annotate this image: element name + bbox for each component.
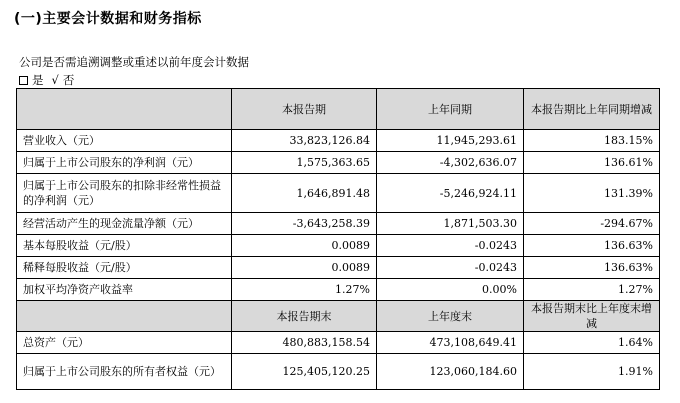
row-label: 营业收入（元） — [17, 130, 232, 152]
balance-header-cell: 上年度末 — [377, 301, 524, 332]
table-row — [17, 279, 660, 301]
period-header-cell: 本报告期比上年同期增减 — [524, 89, 660, 130]
table-row — [17, 152, 660, 174]
value-cell: -4,302,636.07 — [377, 152, 524, 174]
balance-header-cell: 本报告期末 — [232, 301, 377, 332]
value-cell: 0.0089 — [232, 257, 377, 279]
table-row — [17, 213, 660, 235]
row-label: 归属于上市公司股东的净利润（元） — [17, 152, 232, 174]
value-cell: 1.91% — [524, 354, 660, 390]
yes-checkbox — [19, 76, 28, 85]
value-cell: 183.15% — [524, 130, 660, 152]
value-cell: 1.27% — [232, 279, 377, 301]
value-cell: 136.61% — [524, 152, 660, 174]
row-label: 经营活动产生的现金流量净额（元） — [17, 213, 232, 235]
value-cell: 125,405,120.25 — [232, 354, 377, 390]
value-cell: 1,871,503.30 — [377, 213, 524, 235]
value-cell: 1.27% — [524, 279, 660, 301]
table-row — [17, 130, 660, 152]
no-label: 否 — [62, 73, 75, 87]
table-row — [17, 332, 660, 354]
row-label: 稀释每股收益（元/股） — [17, 257, 232, 279]
row-label: 基本每股收益（元/股） — [17, 235, 232, 257]
value-cell: 0.00% — [377, 279, 524, 301]
restatement-question: 公司是否需追溯调整或重述以前年度会计数据 — [19, 55, 249, 69]
value-cell: 33,823,126.84 — [232, 130, 377, 152]
value-cell: 0.0089 — [232, 235, 377, 257]
value-cell: 11,945,293.61 — [377, 130, 524, 152]
value-cell: -3,643,258.39 — [232, 213, 377, 235]
checkmark-icon: √ — [51, 73, 59, 87]
balance-header-cell: 本报告期末比上年度末增减 — [524, 301, 660, 332]
period-header-cell: 本报告期 — [232, 89, 377, 130]
financial-data-table — [16, 88, 660, 390]
row-label: 总资产（元） — [17, 332, 232, 354]
value-cell: 1.64% — [524, 332, 660, 354]
restatement-options — [19, 72, 74, 88]
balance-header-row — [17, 301, 660, 332]
row-label: 加权平均净资产收益率 — [17, 279, 232, 301]
value-cell: -0.0243 — [377, 257, 524, 279]
value-cell: -5,246,924.11 — [377, 174, 524, 213]
value-cell: 473,108,649.41 — [377, 332, 524, 354]
table-row — [17, 354, 660, 390]
table-row — [17, 235, 660, 257]
table-row — [17, 257, 660, 279]
value-cell: 1,575,363.65 — [232, 152, 377, 174]
value-cell: 136.63% — [524, 257, 660, 279]
period-header-row — [17, 89, 660, 130]
row-label: 归属于上市公司股东的扣除非经常性损益的净利润（元） — [17, 174, 232, 213]
period-header-cell — [17, 89, 232, 130]
yes-label: 是 — [32, 73, 44, 87]
period-header-cell: 上年同期 — [377, 89, 524, 130]
value-cell: 136.63% — [524, 235, 660, 257]
value-cell: 480,883,158.54 — [232, 332, 377, 354]
value-cell: 131.39% — [524, 174, 660, 213]
row-label: 归属于上市公司股东的所有者权益（元） — [17, 354, 232, 390]
table-row — [17, 174, 660, 213]
section-heading: (一)主要会计数据和财务指标 — [14, 11, 202, 27]
value-cell: -294.67% — [524, 213, 660, 235]
value-cell: -0.0243 — [377, 235, 524, 257]
value-cell: 1,646,891.48 — [232, 174, 377, 213]
value-cell: 123,060,184.60 — [377, 354, 524, 390]
balance-header-cell — [17, 301, 232, 332]
